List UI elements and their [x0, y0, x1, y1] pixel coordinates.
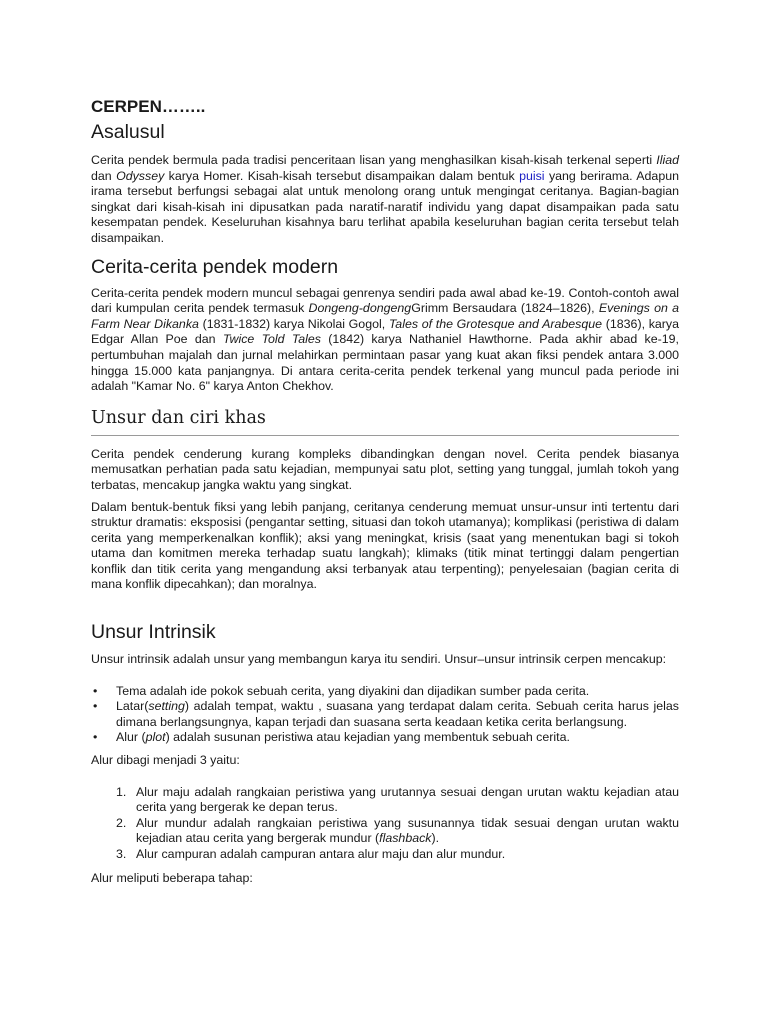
heading-unsur-ciri-khas: Unsur dan ciri khas — [91, 407, 266, 428]
bullet-marker: • — [93, 699, 98, 714]
document-content — [91, 96, 679, 886]
list-item-alur-campuran: 3. Alur campuran adalah campuran antara alur maju dan alur mundur. — [116, 847, 506, 861]
paragraph-unsur-1: Cerita pendek cenderung kurang kompleks dibandingkan dengan novel. Cerita pendek biasanya memusatkan perhatian pada satu kejadian, mempunyai satu plot, setting yang tunggal, jumlah tokoh yang terbatas, mencakup jangka waktu yang singkat. — [91, 446, 679, 492]
list-item-tema: • Tema adalah ide pokok sebuah cerita, yang diyakini dan dijadikan sumber pada cerita. — [93, 683, 590, 698]
alur-types-list — [91, 785, 679, 863]
heading-unsur-intrinsik: Unsur Intrinsik — [91, 621, 216, 644]
list-item-latar: • Latar(setting) adalah tempat, waktu , suasana yang terdapat dalam cerita. Sebuah cerita harus jelas dimana berlangsungnya, kapan terjadi dan suasana serta keadaan ketika cerita berlangsung. — [93, 699, 679, 729]
document-title: CERPEN…….. — [91, 97, 206, 116]
heading-asalusul: Asalusul — [91, 121, 165, 143]
list-item-alur: • Alur (plot) adalah susunan peristiwa atau kejadian yang membentuk sebuah cerita. — [93, 730, 570, 745]
intrinsic-elements-list — [91, 684, 679, 746]
paragraph-intrinsik: Unsur intrinsik adalah unsur yang membangun karya itu sendiri. Unsur–unsur intrinsik cerpen mencakup: — [91, 652, 667, 667]
heading-cerita-modern: Cerita-cerita pendek modern — [91, 255, 339, 278]
paragraph-unsur-2: Dalam bentuk-bentuk fiksi yang lebih panjang, ceritanya cenderung memuat unsur-unsur inti tertentu dari struktur dramatis: eksposisi (pengantar setting, situasi dan tokoh utamanya); komplikasi (peristiwa di dalam cerita yang memperkenalkan konflik); aksi yang meningkat, krisis (saat yang menentukan bagi si tokoh utama dan komitmen mereka terhadap suatu langkah); klimaks (titik minat tertinggi dalam pengertian konflik dan titik cerita yang mengandung aksi terbanyak atau terpenting); penyelesaian (bagian cerita di mana konflik dipecahkan); dan moralnya. — [91, 499, 679, 592]
paragraph-cerita-modern: Cerita-cerita pendek modern muncul sebagai genrenya sendiri pada awal abad ke-19. Contoh-contoh awal dari kumpulan cerita pendek termasuk Dongeng-dongengGrimm Bersaudara (1824–1826), Evenings on a Farm Near Dikanka (1831-1832) karya Nikolai Gogol, Tales of the Grotesque and Arabesque (1836), karya Edgar Allan Poe dan Twice Told Tales (1842) karya Nathaniel Hawthorne. Pada akhir abad ke-19, pertumbuhan majalah dan jurnal melahirkan permintaan pasar yang kuat akan fiksi pendek antara 3.000 hingga 15.000 kata panjangnya. Di antara cerita-cerita pendek terkenal yang muncul pada periode ini adalah "Kamar No. 6" karya Anton Chekhov. — [91, 285, 680, 394]
heading-divider — [91, 435, 679, 436]
link-puisi[interactable]: puisi — [519, 168, 545, 183]
bullet-marker: • — [93, 683, 98, 698]
paragraph-alur-dibagi: Alur dibagi menjadi 3 yaitu: — [91, 753, 240, 768]
list-item-alur-mundur: 2. Alur mundur adalah rangkaian peristiwa yang susunannya tidak sesuai dengan urutan waktu kejadian atau cerita yang bergerak mundur (flashback). — [116, 815, 679, 846]
list-item-alur-maju: 1. Alur maju adalah rangkaian peristiwa yang urutannya sesuai dengan urutan waktu kejadian atau cerita yang bergerak ke depan terus. — [116, 784, 679, 815]
bullet-marker: • — [93, 730, 98, 745]
paragraph-asalusul: Cerita pendek bermula pada tradisi penceritaan lisan yang menghasilkan kisah-kisah terkenal seperti Iliad dan Odyssey karya Homer. Kisah-kisah tersebut disampaikan dalam bentuk puisi yang berirama. Adapun irama tersebut berfungsi sebagai alat untuk menolong orang untuk mengingat ceritanya. Bagian-bagian singkat dari kisah-kisah ini dipusatkan pada naratif-naratif individu yang dapat disampaikan pada satu kesempatan pendek. Keseluruhan kisahnya baru terlihat apabila keseluruhan bagian cerita tersebut telah disampaikan. — [91, 153, 679, 245]
paragraph-alur-tahap: Alur meliputi beberapa tahap: — [91, 870, 253, 885]
